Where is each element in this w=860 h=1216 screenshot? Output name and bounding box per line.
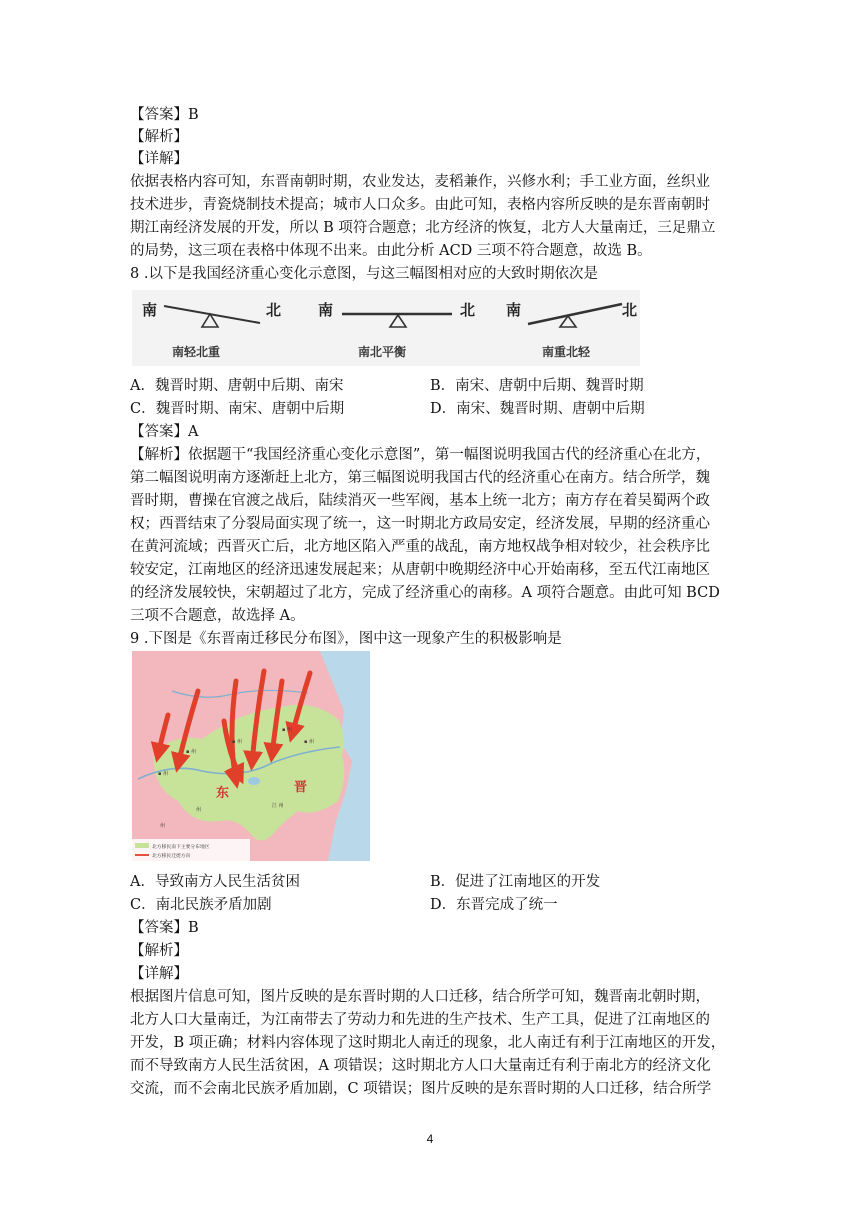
q8-answer: 【答案】A <box>130 424 199 440</box>
balance-left-label: 南 <box>142 301 158 319</box>
q8-analysis-line: 权；西晋结束了分裂局面实现了统一，这一时期北方政局安定，经济发展，早期的经济重心 <box>130 516 710 532</box>
map-legend <box>132 839 250 861</box>
q9-stem: 9 .下图是《东晋南迁移民分布图》，图中这一现象产生的积极影响是 <box>130 631 562 647</box>
svg-text:▪ 州: ▪ 州 <box>158 771 168 777</box>
q9-detail-line: 北方人口大量南迁，为江南带去了劳动力和先进的生产技术、生产工具，促进了江南地区的 <box>130 1012 710 1028</box>
q9-option-b: B．促进了江南地区的开发 <box>430 874 601 890</box>
balance-caption: 南轻北重 <box>172 345 221 359</box>
svg-text:▪ 州: ▪ 州 <box>232 739 242 745</box>
q8-stem: 8 .以下是我国经济重心变化示意图，与这三幅图相对应的大致时期依次是 <box>130 266 598 282</box>
svg-text:州: 州 <box>196 807 202 813</box>
page-number: 4 <box>426 1132 434 1146</box>
q7-detail-label: 【详解】 <box>130 151 188 167</box>
map-lake <box>248 777 260 785</box>
q7-detail-line: 依据表格内容可知，东晋南朝时期，农业发达，麦稻兼作，兴修水利；手工业方面，丝织业 <box>130 174 710 190</box>
q8-analysis-line: 较安定，江南地区的经济迅速发展起来；从唐朝中晚期经济中心开始南移，至五代江南地区 <box>130 562 710 578</box>
q7-answer: 【答案】B <box>130 107 199 123</box>
q9-detail-label: 【详解】 <box>130 966 188 982</box>
svg-text:▪ 州: ▪ 州 <box>186 749 196 755</box>
q9-detail-line: 而不导致南方人民生活贫困，A 项错误；这时期北方人口大量南迁有利于南北方的经济文化 <box>130 1058 711 1074</box>
svg-text:▪ 州: ▪ 州 <box>282 727 292 733</box>
q9-option-d: D．东晋完成了统一 <box>430 897 558 913</box>
q8-option-b: B．南宋、唐朝中后期、魏晋时期 <box>430 378 644 394</box>
balance-right-label: 北 <box>266 301 282 319</box>
legend-settle-swatch <box>135 843 149 848</box>
balance-right-label: 北 <box>460 301 476 319</box>
legend-arrow-label: 北方移民迁徙方向 <box>152 854 191 859</box>
legend-settle-label: 北方移民南下主要分布地区 <box>152 845 210 850</box>
q9-detail-line: 根据图片信息可知，图片反映的是东晋时期的人口迁移，结合所学可知，魏晋南北朝时期， <box>130 989 710 1005</box>
q9-detail-line: 交流，而不会南北民族矛盾加剧，C 项错误；图片反映的是东晋时期的人口迁移，结合所学 <box>130 1081 712 1097</box>
migration-map-figure <box>132 651 370 861</box>
q8-option-d: D．南宋、魏晋时期、唐朝中后期 <box>430 401 645 417</box>
svg-text:州: 州 <box>160 823 166 829</box>
q8-analysis-line: 【解析】依据题干“我国经济重心变化示意图”，第一幅图说明我国古代的经济重心在北方， <box>130 447 711 463</box>
q8-option-c: C．魏晋时期、南宋、唐朝中后期 <box>130 401 345 417</box>
q9-answer: 【答案】B <box>130 920 199 936</box>
q8-analysis-line: 三项不合题意，故选择 A。 <box>130 608 305 624</box>
q9-detail-line: 开发，B 项正确；材料内容体现了这时期北人南迁的现象，北人南迁有利于江南地区的开发， <box>130 1035 726 1051</box>
svg-text:江 州: 江 州 <box>272 803 284 809</box>
q8-analysis-line: 第二幅图说明南方逐渐赶上北方，第三幅图说明我国古代的经济重心在南方。结合所学，魏 <box>130 470 710 486</box>
balance-caption: 南北平衡 <box>358 345 407 359</box>
balance-left-label: 南 <box>506 301 522 319</box>
map-label-east: 东 <box>216 786 230 801</box>
balance-left-label: 南 <box>318 301 334 319</box>
q9-analysis-label: 【解析】 <box>130 943 188 959</box>
q7-detail-line: 的局势，这三项在表格中体现不出来。由此分析 ACD 三项不符合题意，故选 B。 <box>130 243 652 259</box>
q8-option-a: A．魏晋时期、唐朝中后期、南宋 <box>130 378 344 394</box>
q8-analysis-line: 在黄河流域；西晋灭亡后，北方地区陷入严重的战乱，南方地权战争相对较少，社会秩序比 <box>130 539 710 555</box>
q9-option-c: C．南北民族矛盾加剧 <box>130 897 272 913</box>
q7-analysis-label: 【解析】 <box>130 129 188 145</box>
map-label-jin: 晋 <box>294 780 308 795</box>
balance-caption: 南重北轻 <box>542 345 591 359</box>
q8-analysis-line: 的经济发展较快，宋朝超过了北方，完成了经济重心的南移。A 项符合题意。由此可知 BCD <box>130 585 720 601</box>
q9-option-a: A．导致南方人民生活贫困 <box>130 874 300 890</box>
q7-detail-line: 技术进步，青瓷烧制技术提高；城市人口众多。由此可知，表格内容所反映的是东晋南朝时 <box>130 197 710 213</box>
balance-right-label: 北 <box>622 301 638 319</box>
svg-text:▪ 州: ▪ 州 <box>304 739 314 745</box>
economic-center-balance-figure <box>132 290 640 366</box>
q8-analysis-line: 晋时期，曹操在官渡之战后，陆续消灭一些军阀，基本上统一北方；南方存在着吴蜀两个政 <box>130 493 710 509</box>
q7-detail-line: 期江南经济发展的开发，所以 B 项符合题意；北方经济的恢复，北方人大量南迁，三足鼎立 <box>130 220 716 236</box>
